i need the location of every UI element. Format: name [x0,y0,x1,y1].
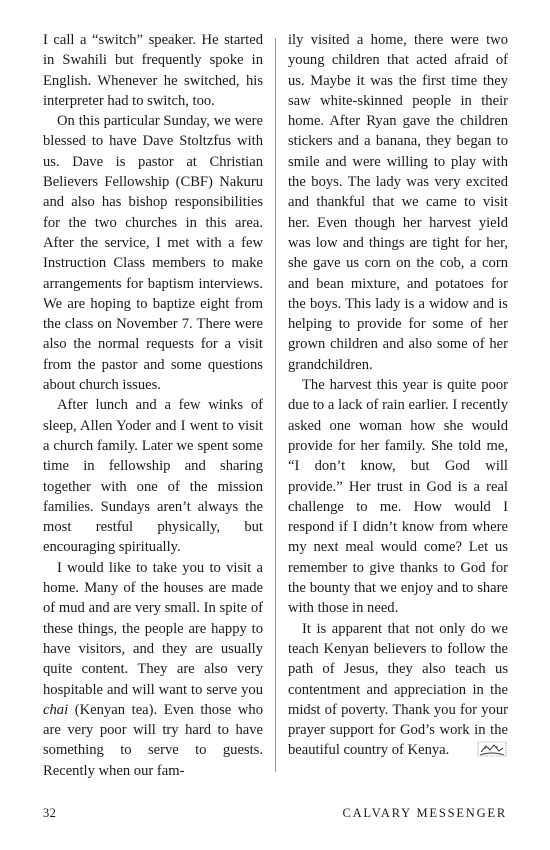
end-of-article-ornament-icon [463,741,493,757]
left-paragraph-2: On this particular Sunday, we were blessed to have Dave Stoltzfus with us. Dave is pastor at Christian Believers Fellowship (CBF) Nakuru and also has bishop responsibilities for the two churches in this area. After the service, I met with a few Instruction Class members to make arrangements for baptism interviews. We are hoping to baptize eight from the class on November 7. There were also the normal requests for a visit from the pastor and some questions about church issues. [43,113,263,394]
left-paragraph-4-text-b: (Kenyan tea). Even those who are very poor will try hard to have something to serve to guests. Recently when our fam- [43,701,263,779]
right-paragraph-2: The harvest this year is quite poor due to a lack of rain earlier. I recently asked one woman how she would provide for her family. She told me, “I don’t know, but God will provide.” Her trust in God is a real challenge to me. How would I respond if I didn’t know from where my next meal would come? Let us remember to give thanks to God for the bounty that we enjoy and to share with those in need. [288,377,508,617]
left-paragraph-4-text-a: I would like to take you to visit a home. Many of the houses are made of mud and are very small. In spite of these things, the people are happy to have visitors, and they are usually quite content. They are also very hospitable and will want to serve you [43,559,263,698]
right-paragraph-3-text: It is apparent that not only do we teach Kenyan believers to follow the path of Jesus, they also teach us contentment and appreciation in the midst of poverty. Thank you for your prayer support for God’s work in the beautiful country of Kenya. [288,620,508,759]
right-paragraph-3 [288,619,508,761]
left-column [43,30,263,781]
left-paragraph-1: I call a “switch” speaker. He started in Swahili but frequently spoke in English. Whenever he switched, his interpreter had to switch, too. [43,32,263,109]
page-footer [43,806,507,824]
left-paragraph-3: After lunch and a few winks of sleep, Allen Yoder and I went to visit a church family. Later we spent some time in fellowship and sharing together with one of the mission families. Sundays aren’t always the most restful physically, but encouraging spiritually. [43,397,263,556]
right-column [288,30,508,761]
page-number: 32 [43,806,57,820]
chai-italic: chai [43,701,69,718]
right-paragraph-1: ily visited a home, there were two young children that acted afraid of us. Maybe it was the first time they saw white-skinned people in their home. After Ryan gave the children stickers and a banana, they began to smile and were willing to play with the boys. The lady was very excited and thankful that we came to visit her. Even though her harvest yield was low and things are tight for her, she gave us corn on the cob, a corn and bean mixture, and potatoes for the boys. This lady is a widow and is helping to provide for some of her grown children and also some of her grandchildren. [288,32,508,373]
column-divider [275,38,276,772]
running-title: CALVARY MESSENGER [342,806,507,820]
left-paragraph-4 [43,558,263,781]
